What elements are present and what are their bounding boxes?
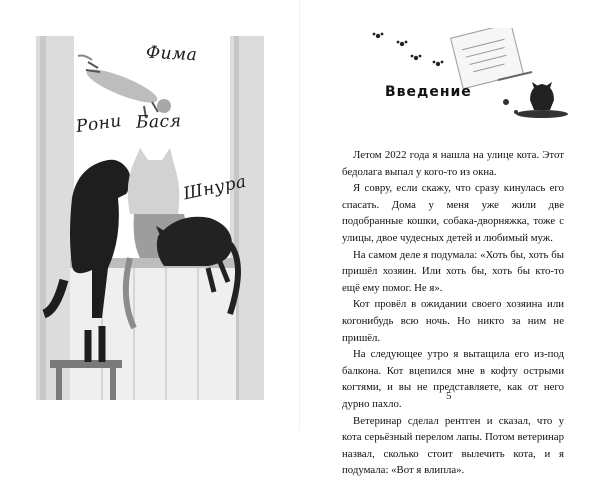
paw-prints-and-note-decoration (330, 28, 580, 128)
label-shnura: Шнура (181, 171, 249, 205)
flying-cat-fima (78, 56, 171, 119)
paragraph: Я совру, если скажу, что сразу кинулась его спасать. Дома у меня уже жили две подобранные кошки, собака-дворняжка, тоже с улицы, двое чудесных детей и любимый муж. (342, 182, 564, 244)
left-page (0, 0, 300, 431)
label-fima: Фима (145, 42, 198, 66)
page-number: 5 (446, 390, 452, 402)
chapter-title: Введение (385, 84, 472, 100)
paragraph: Кот провёл в ожидании своего хозяина или когонибудь всю ночь. Но никто за ним не пришёл. (342, 298, 564, 344)
handwritten-note-icon (451, 28, 532, 89)
label-basya: Бася (135, 111, 182, 133)
chapter-body-text (342, 147, 564, 479)
paragraph: Ветеринар сделал рентген и сказал, что у кота серьёзный перелом лапы. Потом ветеринар назвал, сколько стоит вылечить кота, и я подумала: «Вот я влипла». (342, 414, 564, 477)
paw-prints (373, 33, 444, 67)
paragraph: Летом 2022 года я нашла на улице кота. Этот бедолага выпал у кого-то из окна. (342, 149, 564, 178)
paragraph: На самом деле я подумала: «Хоть бы, хоть бы пришёл хозяин. Или хоть бы, хоть бы кто-то ещё ему помог. Не я». (342, 248, 564, 294)
ink-cat-icon (503, 82, 568, 118)
label-roni: Рони (74, 110, 123, 138)
cats-and-dog-illustration (30, 30, 270, 400)
paragraph: На следующее утро я вытащила его из-под балкона. Кот вцепился мне в кофту острыми когтями, и вы не представляете, как от него дурно пахло. (342, 348, 564, 410)
